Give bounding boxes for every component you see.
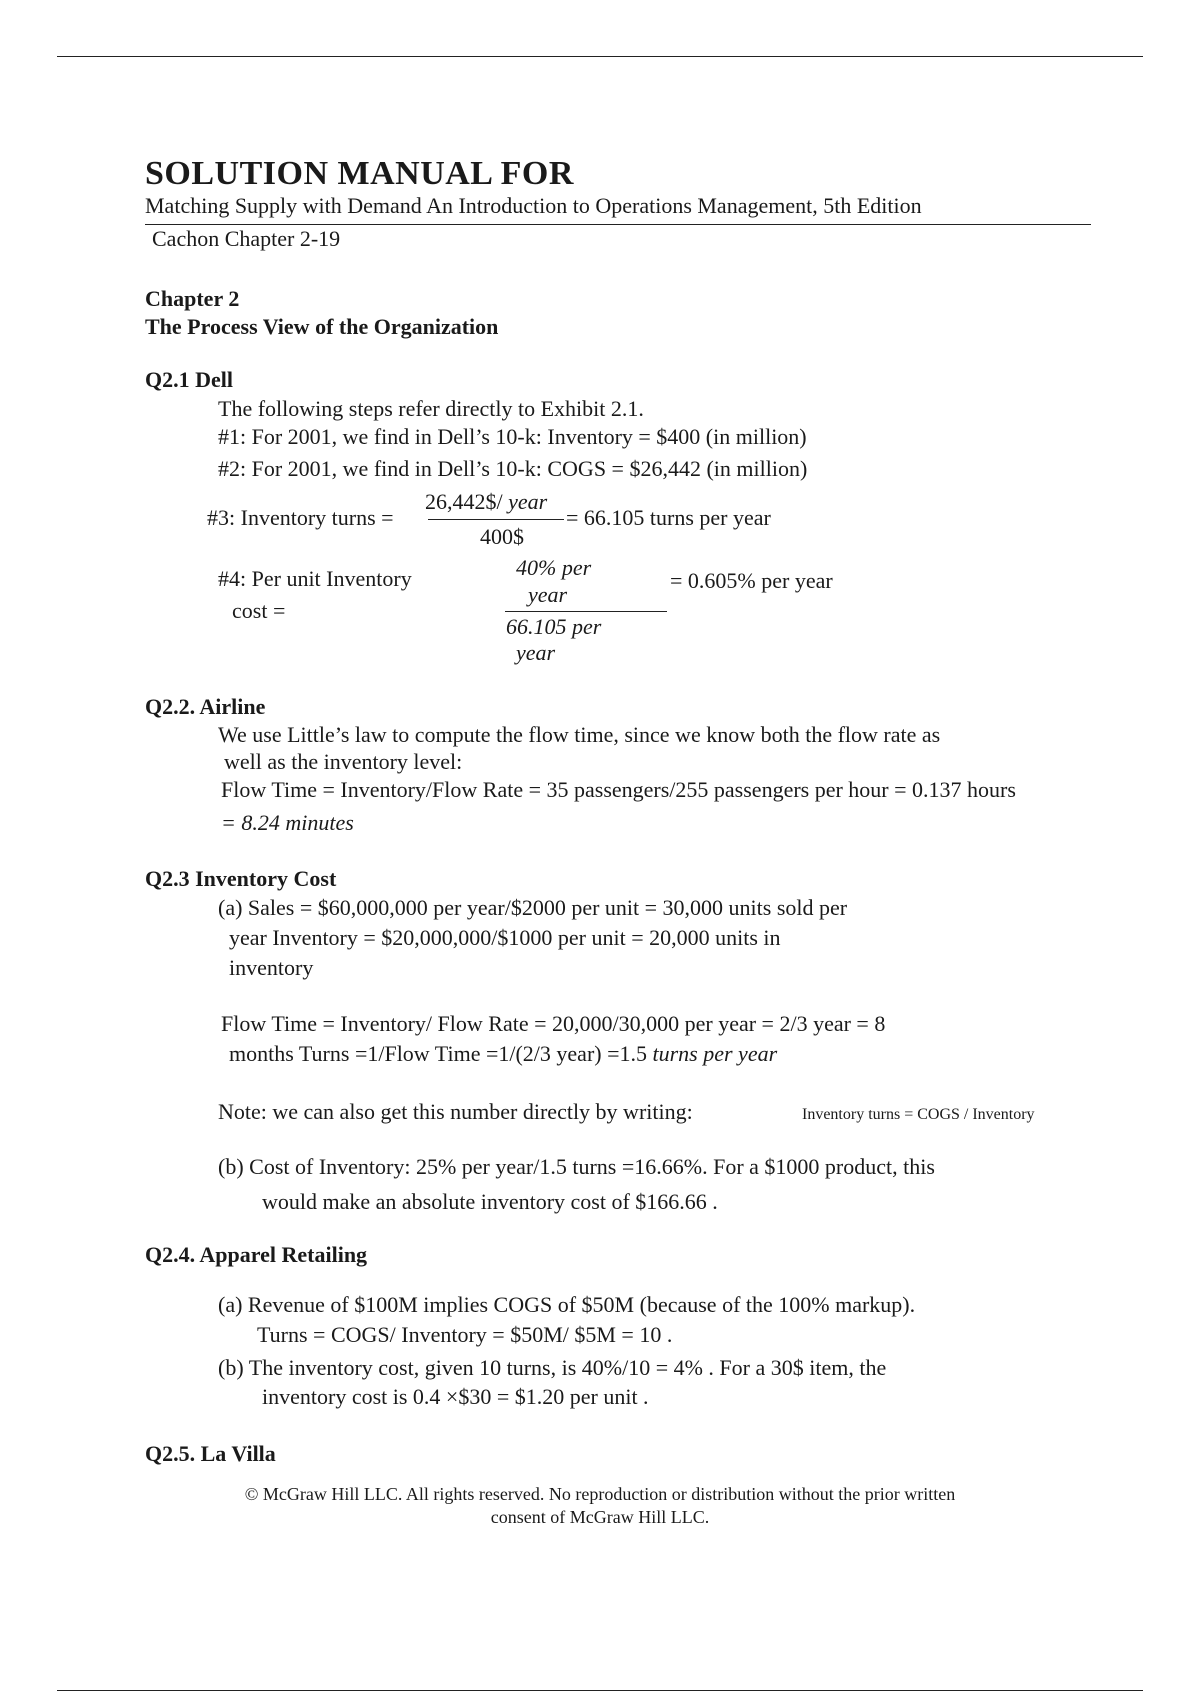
q23-flow-line1: Flow Time = Inventory/ Flow Rate = 20,000/30,000 per year = 2/3 year = 8: [221, 1011, 886, 1036]
book-title: Matching Supply with Demand An Introduction to Operations Management, 5th Edition: [145, 193, 922, 218]
q21-step3-numerator: [425, 489, 547, 515]
q24-a-line1: (a) Revenue of $100M implies COGS of $50M (because of the 100% markup).: [218, 1292, 916, 1317]
author-chapters: Cachon Chapter 2-19: [152, 226, 341, 251]
q21-step1: #1: For 2001, we find in Dell’s 10-k: Inventory = $400 (in million): [218, 424, 807, 449]
q24-b-line1: (b) The inventory cost, given 10 turns, is 40%/10 = 4% . For a 30$ item, the: [218, 1355, 887, 1380]
q22-line1: We use Little’s law to compute the flow time, since we know both the flow rate as: [218, 722, 941, 747]
q21-step4-den-1: 66.105 per: [506, 614, 602, 639]
q23-a-line3: inventory: [229, 955, 314, 980]
bottom-page-rule: [57, 1690, 1143, 1691]
q21-step3-num-unit: year: [508, 489, 548, 514]
q23-note-formula: Inventory turns = COGS / Inventory: [802, 1106, 1035, 1123]
q21-step4-label-2: cost =: [232, 598, 286, 623]
chapter-number: Chapter 2: [145, 286, 240, 311]
chapter-title: The Process View of the Organization: [145, 314, 499, 339]
q21-step3-label: #3: Inventory turns =: [207, 505, 394, 530]
page-title: SOLUTION MANUAL FOR: [145, 155, 574, 192]
q21-step3-num-value: 26,442$/: [425, 489, 509, 514]
q23-flow-line2: [229, 1041, 777, 1067]
q23-a-line2: year Inventory = $20,000,000/$1000 per unit = 20,000 units in: [229, 925, 781, 950]
q21-step4-den-2: year: [516, 640, 556, 665]
q23-flow-line2-units: turns per year: [652, 1041, 778, 1066]
q21-step3-denominator: 400$: [480, 524, 524, 549]
q21-step4-num-2: year: [528, 582, 568, 607]
q21-intro: The following steps refer directly to Exhibit 2.1.: [218, 396, 644, 421]
q21-step4-fraction-bar: [505, 611, 667, 612]
q23-flow-line2-text: months Turns =1/Flow Time =1/(2/3 year) =1.5: [229, 1041, 653, 1066]
q21-step3-result: = 66.105 turns per year: [566, 505, 771, 530]
q23-note: Note: we can also get this number directly by writing:: [218, 1099, 693, 1124]
q22-line2: well as the inventory level:: [224, 749, 463, 774]
q23-heading: Q2.3 Inventory Cost: [145, 866, 337, 891]
q21-heading: Q2.1 Dell: [145, 367, 233, 392]
q25-heading: Q2.5. La Villa: [145, 1441, 276, 1466]
q24-a-line2: Turns = COGS/ Inventory = $50M/ $5M = 10 .: [257, 1322, 673, 1347]
q22-line4: = 8.24 minutes: [221, 810, 354, 835]
copyright-line2: consent of McGraw Hill LLC.: [490, 1507, 710, 1527]
q24-heading: Q2.4. Apparel Retailing: [145, 1242, 368, 1267]
q24-b-line2: inventory cost is 0.4 ×$30 = $1.20 per unit .: [262, 1384, 649, 1409]
copyright-line1: © McGraw Hill LLC. All rights reserved. No reproduction or distribution without the prior written: [244, 1484, 956, 1504]
header-underline: [145, 224, 1091, 225]
q21-step2: #2: For 2001, we find in Dell’s 10-k: COGS = $26,442 (in million): [218, 456, 808, 481]
top-page-rule: [57, 56, 1143, 57]
q22-heading: Q2.2. Airline: [145, 694, 266, 719]
q21-step4-num-1: 40% per: [516, 555, 592, 580]
q22-line3: Flow Time = Inventory/Flow Rate = 35 passengers/255 passengers per hour = 0.137 hours: [221, 777, 1016, 802]
q23-b-line1: (b) Cost of Inventory: 25% per year/1.5 turns =16.66%. For a $1000 product, this: [218, 1154, 935, 1179]
q21-step3-fraction-bar: [428, 519, 564, 520]
q21-step4-label-1: #4: Per unit Inventory: [218, 566, 412, 591]
q23-a-line1: (a) Sales = $60,000,000 per year/$2000 per unit = 30,000 units sold per: [218, 895, 848, 920]
q21-step4-result: = 0.605% per year: [670, 568, 833, 593]
q23-b-line2: would make an absolute inventory cost of $166.66 .: [262, 1189, 718, 1214]
